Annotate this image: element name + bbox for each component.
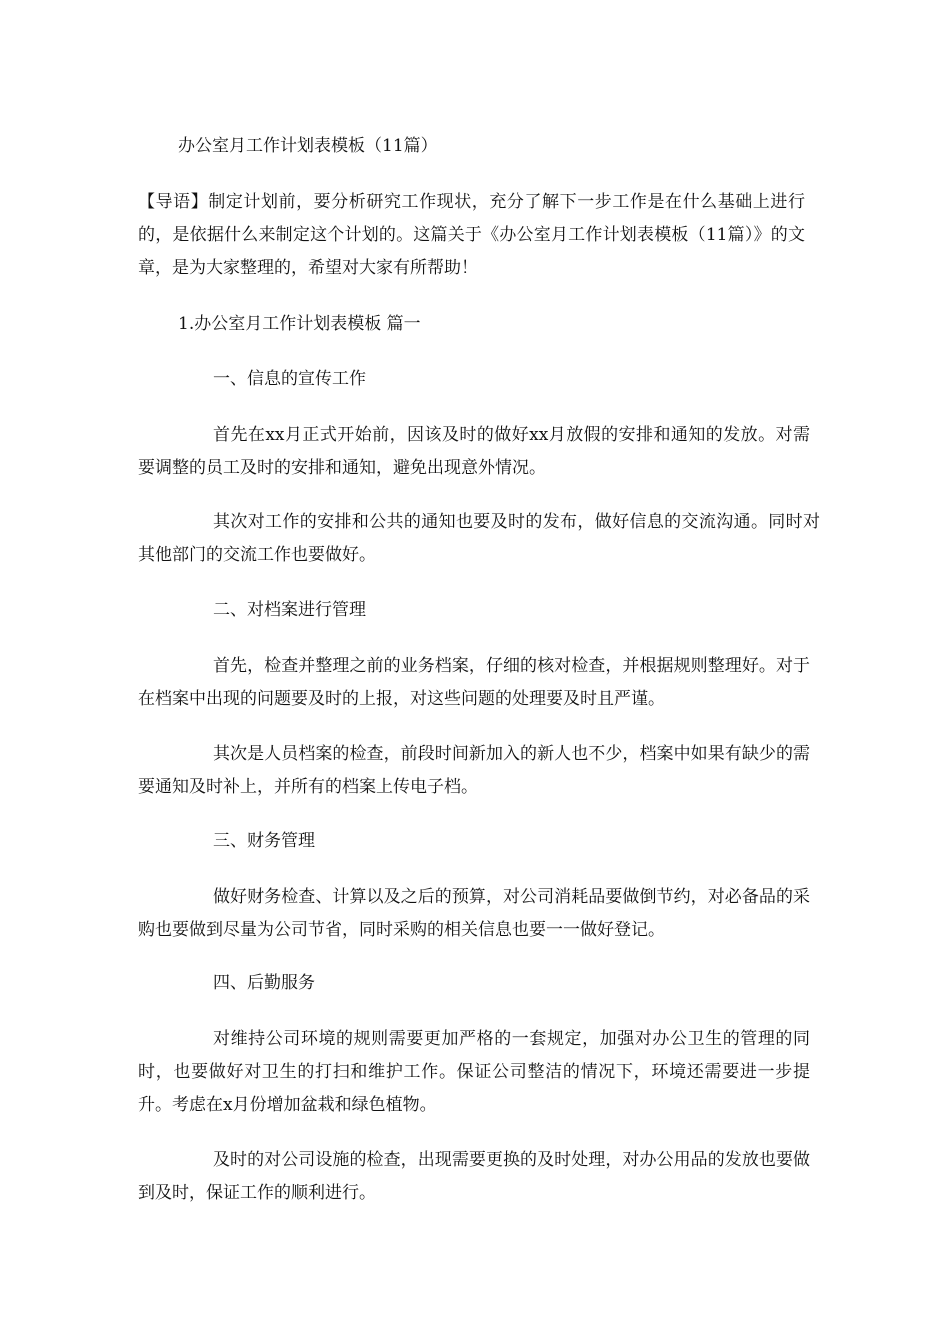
section-1-paragraph-1: 首先在xx月正式开始前，因该及时的做好xx月放假的安排和通知的发放。对需要调整的员工及时的安排和通知，避免出现意外情况。 <box>138 425 810 478</box>
section-2-paragraph-1: 首先，检查并整理之前的业务档案，仔细的核对检查，并根据规则整理好。对于在档案中出现的问题要及时的上报，对这些问题的处理要及时且严谨。 <box>138 656 810 709</box>
section-3-paragraph-1: 做好财务检查、计算以及之后的预算，对公司消耗品要做倒节约，对必备品的采购也要做到尽量为公司节省，同时采购的相关信息也要一一做好登记。 <box>138 887 810 940</box>
document-title: 办公室月工作计划表模板（11篇） <box>178 136 438 156</box>
section-1-paragraph-2: 其次对工作的安排和公共的通知也要及时的发布，做好信息的交流沟通。同时对其他部门的交流工作也要做好。 <box>138 512 820 565</box>
section-heading-3: 三、财务管理 <box>213 831 315 851</box>
section-heading-1: 一、信息的宣传工作 <box>213 369 366 389</box>
section-heading-2: 二、对档案进行管理 <box>213 600 366 620</box>
section-4-paragraph-2: 及时的对公司设施的检查，出现需要更换的及时处理，对办公用品的发放也要做到及时，保证工作的顺利进行。 <box>138 1150 810 1203</box>
section-4-paragraph-1: 对维持公司环境的规则需要更加严格的一套规定，加强对办公卫生的管理的同时，也要做好对卫生的打扫和维护工作。保证公司整洁的情况下，环境还需要进一步提升。考虑在x月份增加盆栽和绿色植物。 <box>138 1029 810 1115</box>
article-heading: 1.办公室月工作计划表模板 篇一 <box>178 314 421 334</box>
section-heading-4: 四、后勤服务 <box>213 973 315 993</box>
section-2-paragraph-2: 其次是人员档案的检查，前段时间新加入的新人也不少，档案中如果有缺少的需要通知及时补上，并所有的档案上传电子档。 <box>138 744 810 797</box>
intro-paragraph: 【导语】制定计划前，要分析研究工作现状，充分了解下一步工作是在什么基础上进行的，是依据什么来制定这个计划的。这篇关于《办公室月工作计划表模板（11篇）》的文章，是为大家整理的，希望对大家有所帮助！ <box>138 192 805 278</box>
